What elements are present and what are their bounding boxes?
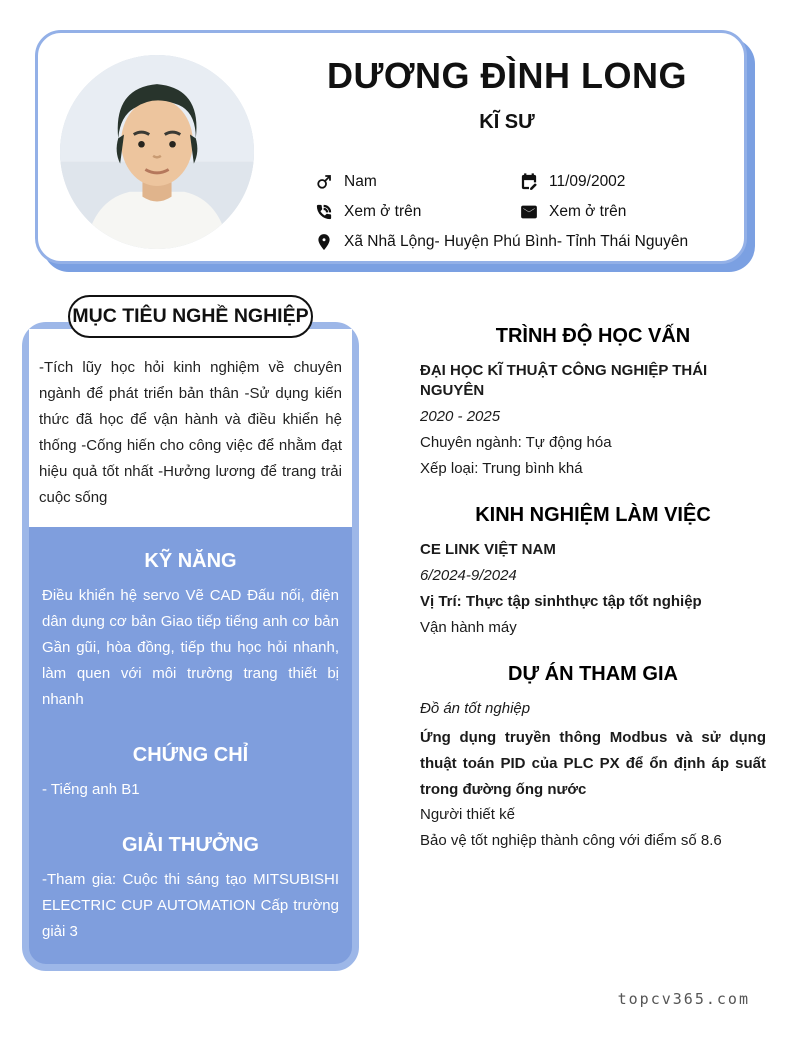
education-period: 2020 - 2025 bbox=[420, 408, 501, 425]
experience-position: Vị Trí: Thực tập sinhthực tập tốt nghiệp bbox=[420, 593, 702, 610]
identity-block bbox=[286, 55, 728, 134]
hobbies-section-title: SỞ THÍCH bbox=[141, 976, 240, 998]
education-grade: Xếp loại: Trung bình khá bbox=[420, 460, 583, 477]
contact-phone-value: Xem ở trên bbox=[344, 203, 422, 220]
main-column bbox=[420, 325, 766, 857]
sidebar bbox=[22, 322, 359, 1056]
education-school: ĐẠI HỌC KĨ THUẬT CÔNG NGHIỆP THÁI NGUYÊN bbox=[420, 362, 708, 399]
certificates-text: - Tiếng anh B1 bbox=[42, 781, 140, 798]
gender-icon bbox=[315, 173, 333, 191]
certificates-section-title: CHỨNG CHỈ bbox=[132, 744, 249, 766]
skills-text: Điều khiển hệ servo Vẽ CAD Đấu nối, điện dân dụng cơ bản Giao tiếp tiếng anh cơ bản Gần gũi, hòa đồng, tiếp thu học hỏi nhanh, làm quen với môi trường trang thiết bị nhanh bbox=[42, 587, 339, 708]
awards-text: -Tham gia: Cuộc thi sáng tạo MITSUBISHI ELECTRIC CUP AUTOMATION Cấp trường giải 3 bbox=[42, 871, 339, 940]
contact-gender bbox=[315, 173, 520, 191]
contact-address bbox=[315, 233, 755, 251]
contact-birthday bbox=[520, 173, 755, 191]
sidebar-sections bbox=[29, 550, 352, 1061]
contact-birthday-value: 11/09/2002 bbox=[549, 173, 626, 190]
contact-address-value: Xã Nhã Lộng- Huyện Phú Bình- Tỉnh Thái Nguyên bbox=[344, 233, 689, 250]
calendar-icon bbox=[520, 173, 538, 191]
contact-info bbox=[315, 173, 755, 251]
education-section-title: TRÌNH ĐỘ HỌC VẤN bbox=[495, 325, 691, 347]
header-card bbox=[35, 30, 747, 264]
education-major: Chuyên ngành: Tự động hóa bbox=[420, 434, 612, 451]
awards-section-title: GIẢI THƯỞNG bbox=[122, 834, 259, 856]
skills-section-title: KỸ NĂNG bbox=[144, 550, 237, 572]
email-icon bbox=[520, 203, 538, 221]
experience-description: Vận hành máy bbox=[420, 619, 517, 636]
phone-icon bbox=[315, 203, 333, 221]
contact-email bbox=[520, 203, 755, 221]
project-role: Người thiết kế bbox=[420, 806, 515, 823]
project-name: Ứng dụng truyền thông Modbus và sử dụng thuật toán PID của PLC PX để ổn định áp suất trong đường ống nước bbox=[420, 729, 766, 798]
location-icon bbox=[315, 233, 333, 251]
contact-phone bbox=[315, 203, 520, 221]
experience-company: CE LINK VIỆT NAM bbox=[420, 541, 556, 558]
avatar-photo bbox=[60, 55, 254, 249]
objective-text: -Tích lũy học hỏi kinh nghiệm về chuyên ngành để phát triển bản thân -Sử dụng kiến thức đã học để vận hành và điều khiển hệ thống -Cống hiến cho công việc để nhằm đạt hiệu quả tốt nhất -Hưởng lương để trang trải cuộc sống bbox=[39, 359, 342, 506]
experience-period: 6/2024-9/2024 bbox=[420, 567, 517, 584]
contact-gender-value: Nam bbox=[344, 173, 377, 190]
watermark: topcv365.com bbox=[617, 990, 750, 1008]
projects-section-title: DỰ ÁN THAM GIA bbox=[508, 663, 678, 685]
contact-email-value: Xem ở trên bbox=[549, 203, 627, 220]
experience-section-title: KINH NGHIỆM LÀM VIỆC bbox=[475, 504, 711, 526]
objective-section-title: MỤC TIÊU NGHỀ NGHIỆP bbox=[68, 295, 313, 338]
cv-job-title: KĨ SƯ bbox=[479, 111, 535, 133]
cv-name: DƯƠNG ĐÌNH LONG bbox=[326, 55, 688, 96]
objective-section bbox=[29, 329, 352, 527]
hobbies-text: - Chơi thể thao - Xem phim- Tham gia hoạt động ngoại khóa.- Đi du lịch bbox=[42, 1013, 339, 1056]
project-type: Đồ án tốt nghiệp bbox=[420, 700, 531, 717]
avatar bbox=[60, 55, 254, 249]
project-result: Bảo vệ tốt nghiệp thành công với điểm số 8.6 bbox=[420, 832, 722, 849]
